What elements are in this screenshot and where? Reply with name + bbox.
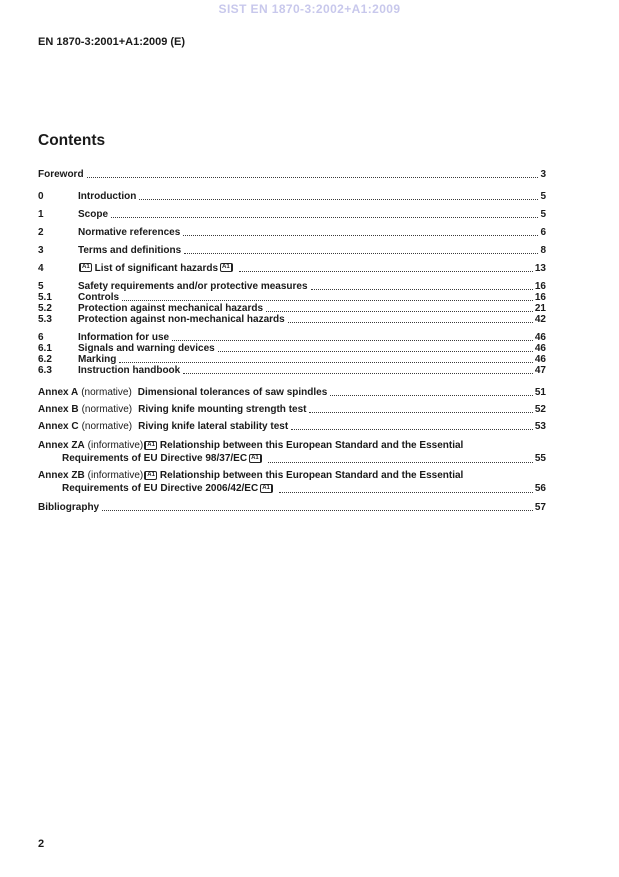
toc-entry-title: Controls (78, 292, 120, 303)
toc-entry-6-2 (38, 354, 546, 365)
toc-entry-annex-b (38, 404, 546, 415)
a1-amendment-close-icon (249, 454, 262, 463)
a1-amendment-open-icon (79, 263, 92, 272)
a1-tag-label: A1 (251, 455, 259, 461)
toc-entry-title: Information for use (78, 332, 170, 343)
toc-entry-page: 53 (534, 421, 546, 432)
toc-entry-page: 46 (534, 343, 546, 354)
toc-entry-5-3 (38, 314, 546, 325)
toc-entry-number: 6.3 (38, 365, 52, 376)
toc-entry-page: 21 (534, 303, 546, 314)
toc-annex-qualifier: (normative) (81, 404, 133, 415)
toc-entry-number: 0 (38, 191, 44, 202)
toc-entry-bibliography (38, 502, 546, 513)
toc-annex-prefix: Annex C (38, 421, 79, 432)
toc-entry-line2 (38, 482, 546, 495)
toc-entry-5-2 (38, 303, 546, 314)
toc-annex-qualifier: (normative) (81, 387, 132, 398)
dotted-leader (183, 235, 538, 236)
toc-entry-line1 (38, 439, 546, 452)
toc-entry-foreword (38, 169, 546, 180)
toc-entry-page: 47 (534, 365, 546, 376)
dotted-leader (330, 395, 533, 396)
toc-entry-page: 5 (540, 209, 546, 220)
a1-amendment-open-icon (144, 441, 157, 450)
toc-entry-annex-za (38, 439, 546, 465)
dotted-leader (239, 271, 533, 272)
contents-heading: Contents (38, 132, 106, 149)
toc-entry-title: Riving knife lateral stability test (138, 421, 289, 432)
toc-entry-page: 8 (540, 245, 546, 256)
a1-amendment-close-icon (220, 263, 233, 272)
toc-entry-page: 6 (540, 227, 546, 238)
toc-annex-qualifier: (informative) (87, 440, 144, 451)
toc-entry-6 (38, 332, 546, 343)
toc-annex-prefix: Annex ZA (38, 440, 85, 451)
a1-tag-label: A1 (222, 264, 230, 270)
document-reference: EN 1870-3:2001+A1:2009 (E) (38, 36, 186, 48)
toc-entry-title: Bibliography (38, 502, 100, 513)
toc-entry-number: 5.1 (38, 292, 52, 303)
toc-entry-annex-c (38, 421, 546, 432)
toc-entry-3 (38, 245, 546, 256)
dotted-leader (279, 492, 533, 493)
toc-entry-page: 3 (540, 169, 546, 180)
a1-amendment-open-icon (144, 471, 157, 480)
dotted-leader (119, 362, 533, 363)
dotted-leader (87, 177, 539, 178)
toc-entry-number: 2 (38, 227, 44, 238)
a1-tag-label: A1 (82, 264, 90, 270)
toc-entry-6-3 (38, 365, 546, 376)
dotted-leader (311, 289, 533, 290)
toc-entry-page: 57 (534, 502, 546, 513)
dotted-leader (218, 351, 533, 352)
dotted-leader (183, 373, 533, 374)
dotted-leader (111, 217, 538, 218)
toc-entry-title-continued: Requirements of EU Directive 98/37/EC (62, 453, 248, 464)
page-number: 2 (38, 838, 45, 850)
toc-entry-title: Marking (78, 354, 117, 365)
dotted-leader (266, 311, 533, 312)
toc-entry-number: 1 (38, 209, 44, 220)
toc-entry-number: 3 (38, 245, 44, 256)
toc-entry-number: 4 (38, 263, 44, 274)
toc-entry-1 (38, 209, 546, 220)
toc-entry-title: Signals and warning devices (78, 343, 215, 354)
dotted-leader (102, 510, 533, 511)
dotted-leader (172, 340, 533, 341)
toc-entry-page: 56 (534, 483, 546, 494)
toc-entry-5-1 (38, 292, 546, 303)
toc-entry-title: Riving knife mounting strength test (138, 404, 307, 415)
dotted-leader (291, 429, 533, 430)
toc-entry-title: Relationship between this European Standard and the Essential (159, 440, 464, 451)
toc-entry-page: 55 (534, 453, 546, 464)
toc-entry-title: List of significant hazards (94, 263, 219, 274)
dotted-leader (268, 462, 533, 463)
toc-entry-title: Terms and definitions (78, 245, 182, 256)
toc-entry-page: 51 (534, 387, 546, 398)
toc-entry-title: Foreword (38, 169, 84, 180)
dotted-leader (288, 322, 533, 323)
toc-annex-qualifier: (normative) (81, 421, 133, 432)
a1-tag-label: A1 (262, 485, 270, 491)
toc-entry-page: 42 (534, 314, 546, 325)
toc-entry-line1 (38, 469, 546, 482)
toc-entry-line2 (38, 452, 546, 465)
toc-entry-number: 5.3 (38, 314, 52, 325)
toc-entry-page: 5 (540, 191, 546, 202)
toc-entry-page: 13 (534, 263, 546, 274)
toc-entry-title: Scope (78, 209, 109, 220)
toc-entry-annex-a (38, 387, 546, 398)
dotted-leader (139, 199, 538, 200)
toc-entry-page: 16 (534, 292, 546, 303)
toc-entry-page: 46 (534, 332, 546, 343)
toc-annex-prefix: Annex A (38, 387, 79, 398)
a1-amendment-close-icon (260, 484, 273, 493)
toc-annex-prefix: Annex B (38, 404, 79, 415)
a1-tag-label: A1 (147, 442, 155, 448)
toc-entry-title: Normative references (78, 227, 181, 238)
toc-entry-page: 46 (534, 354, 546, 365)
toc-entry-annex-zb (38, 469, 546, 495)
toc-entry-title: Protection against non-mechanical hazards (78, 314, 285, 325)
toc-entry-5 (38, 281, 546, 292)
watermark: SIST EN 1870-3:2002+A1:2009 (218, 2, 401, 16)
dotted-leader (122, 300, 533, 301)
toc-entry-number: 5.2 (38, 303, 52, 314)
dotted-leader (309, 412, 532, 413)
toc-entry-4 (38, 263, 546, 274)
toc-entry-page: 16 (534, 281, 546, 292)
toc-entry-title: Protection against mechanical hazards (78, 303, 264, 314)
toc-entry-title: Dimensional tolerances of saw spindles (137, 387, 328, 398)
table-of-contents (38, 169, 546, 513)
toc-entry-page: 52 (534, 404, 546, 415)
toc-entry-2 (38, 227, 546, 238)
dotted-leader (184, 253, 538, 254)
toc-entry-number: 6 (38, 332, 44, 343)
toc-entry-title: Relationship between this European Standard and the Essential (159, 470, 464, 481)
toc-entry-title: Instruction handbook (78, 365, 181, 376)
toc-entry-number: 5 (38, 281, 44, 292)
toc-entry-title-continued: Requirements of EU Directive 2006/42/EC (62, 483, 259, 494)
toc-entry-6-1 (38, 343, 546, 354)
toc-annex-qualifier: (informative) (87, 470, 144, 481)
toc-entry-number: 6.2 (38, 354, 52, 365)
a1-tag-label: A1 (147, 472, 155, 478)
toc-entry-0 (38, 191, 546, 202)
toc-entry-number: 6.1 (38, 343, 52, 354)
toc-annex-prefix: Annex ZB (38, 470, 85, 481)
toc-entry-title: Introduction (78, 191, 137, 202)
toc-entry-title: Safety requirements and/or protective measures (78, 281, 308, 292)
